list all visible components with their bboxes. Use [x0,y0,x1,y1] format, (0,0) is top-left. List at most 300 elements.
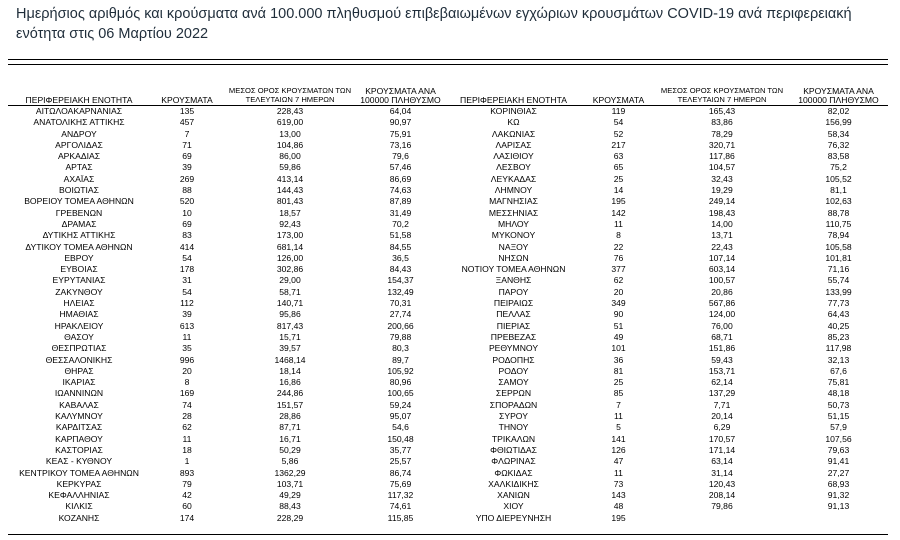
avg7-cell: 59,43 [711,354,733,365]
regional-unit-cell: ΦΛΩΡΙΝΑΣ [491,456,536,467]
avg7-cell: 151,86 [708,343,736,354]
avg7-cell: 62,14 [711,377,733,388]
regional-unit-cell: ΥΠΟ ΔΙΕΡΕΥΝΗΣΗ [475,512,552,523]
table-row [8,219,888,230]
avg7-cell: 104,86 [276,139,304,150]
cases-cell: 101 [611,343,626,354]
per100k-cell: 84,43 [389,264,412,275]
regional-unit-cell: ΑΙΤΩΛΟΑΚΑΡΝΑΝΙΑΣ [35,106,123,116]
cases-cell: 71 [182,139,192,150]
cases-cell: 217 [611,139,626,150]
per100k-cell: 80,96 [389,377,412,388]
per100k-cell: 105,52 [825,173,852,184]
cases-cell: 178 [179,264,195,275]
regional-unit-cell: ΚΑΒΑΛΑΣ [59,399,99,410]
regional-unit-cell: ΑΡΓΟΛΙΔΑΣ [55,139,103,150]
cases-cell: 10 [182,207,192,218]
per100k-cell: 27,27 [827,467,850,478]
cases-cell: 996 [179,354,195,365]
cases-cell: 60 [182,501,192,512]
per100k-cell: 79,63 [827,444,850,455]
divider-line [8,64,888,65]
per100k-cell: 83,58 [827,151,850,162]
avg7-cell: 302,86 [276,264,304,275]
cases-cell: 414 [179,241,195,252]
cases-cell: 35 [182,343,192,354]
avg7-cell: 173,00 [276,230,304,241]
regional-unit-cell: ΚΑΣΤΟΡΙΑΣ [55,444,103,455]
regional-unit-cell: ΠΑΡΟΥ [498,286,529,297]
avg7-cell: 228,29 [276,512,304,523]
cases-cell: 25 [613,173,624,184]
table-row [8,230,888,241]
regional-unit-cell: ΛΑΣΙΘΙΟΥ [493,151,534,162]
avg7-cell: 49,29 [279,490,301,501]
avg7-cell: 22,43 [711,241,733,252]
cases-cell: 7 [184,128,190,139]
per100k-cell: 64,04 [389,106,412,116]
regional-unit-cell: ΚΑΡΠΑΘΟΥ [55,433,103,444]
per100k-cell: 81,1 [830,185,847,196]
cases-cell: 63 [613,151,624,162]
per100k-cell: 117,32 [387,490,414,501]
avg7-cell: 249,14 [708,196,736,207]
cases-cell: 39 [182,162,192,173]
avg7-cell: 79,86 [711,501,733,512]
cases-cell: 8 [184,377,190,388]
avg7-cell: 14,00 [711,218,733,229]
table-row [8,264,888,275]
avg7-cell: 7,71 [713,399,731,410]
avg7-cell: 68,71 [711,331,733,342]
regional-unit-cell: ΘΗΡΑΣ [64,365,94,376]
regional-unit-cell: ΚΩ [507,117,520,128]
cases-cell: 54 [182,252,192,263]
regional-unit-cell: ΒΟΙΩΤΙΑΣ [59,185,99,196]
per100k-cell: 91,13 [827,501,850,512]
header-cases: ΚΡΟΥΣΜΑΤΑ [161,94,213,105]
table-header-row [8,77,888,106]
regional-unit-cell: ΚΟΖΑΝΗΣ [58,512,100,523]
cases-cell: 79 [182,478,192,489]
cases-cell: 76 [613,252,624,263]
avg7-cell: 228,43 [276,106,304,116]
header-cases: ΚΡΟΥΣΜΑΤΑ [592,94,645,105]
regional-unit-cell: ΦΩΚΙΔΑΣ [494,467,533,478]
avg7-cell: 603,14 [708,264,736,275]
regional-unit-cell: ΛΕΥΚΑΔΑΣ [490,173,537,184]
per100k-cell: 55,74 [827,275,850,286]
per100k-cell: 71,16 [827,264,850,275]
per100k-cell: 101,81 [825,252,852,263]
per100k-cell: 59,24 [389,399,412,410]
cases-cell: 69 [182,218,192,229]
avg7-cell: 244,86 [276,388,304,399]
cases-cell: 20 [182,365,192,376]
per100k-cell: 90,97 [389,117,412,128]
avg7-cell: 117,86 [709,151,735,162]
per100k-cell: 86,69 [389,173,412,184]
avg7-cell: 120,43 [708,478,736,489]
page-title: Ημερήσιος αριθμός και κρούσματα ανά 100.000 πληθυσμού επιβεβαιωμένων εγχώριων κρουσμάτων COVID-19 ανά περιφερειακή ενότητα στις 06 Μαρτίου 2022 [16,6,852,42]
regional-unit-cell: ΜΥΚΟΝΟΥ [491,230,536,241]
per100k-cell: 35,77 [389,444,412,455]
regional-unit-cell: ΣΑΜΟΥ [498,377,529,388]
cases-cell: 349 [611,298,626,309]
table-row [8,253,888,264]
cases-cell: 25 [613,377,624,388]
cases-cell: 51 [613,320,624,331]
regional-unit-cell: ΔΥΤΙΚΟΥ ΤΟΜΕΑ ΑΘΗΝΩΝ [25,241,133,252]
avg7-cell: 817,43 [276,320,304,331]
avg7-cell: 170,57 [708,433,736,444]
per100k-cell: 132,49 [387,286,414,297]
regional-unit-cell: ΜΗΛΟΥ [497,218,530,229]
regional-unit-cell: ΣΥΡΟΥ [499,411,528,422]
avg7-cell: 63,14 [711,456,733,467]
per100k-cell: 82,02 [827,106,850,116]
regional-unit-cell: ΝΑΞΟΥ [498,241,529,252]
per100k-cell: 73,16 [389,139,412,150]
per100k-cell: 156,99 [825,117,852,128]
avg7-cell: 50,29 [279,444,301,455]
avg7-cell [655,513,789,524]
per100k-cell: 110,75 [825,218,852,229]
avg7-cell: 137,29 [708,388,736,399]
avg7-cell: 103,71 [276,478,304,489]
cases-cell: 20 [613,286,624,297]
avg7-cell: 100,57 [708,275,736,286]
avg7-cell: 18,14 [279,365,301,376]
avg7-cell: 1468,14 [274,354,306,365]
regional-unit-cell: ΙΩΑΝΝΙΝΩΝ [54,388,104,399]
cases-cell: 52 [613,128,624,139]
table-row [8,174,888,185]
regional-unit-cell: ΗΡΑΚΛΕΙΟΥ [54,320,104,331]
cases-cell: 42 [182,490,192,501]
table-row [8,445,888,456]
regional-unit-cell: ΦΘΙΩΤΙΔΑΣ [490,444,537,455]
regional-unit-cell: ΚΑΡΔΙΤΣΑΣ [55,422,103,433]
cases-cell: 54 [613,117,624,128]
regional-unit-cell: ΠΕΛΛΑΣ [496,309,531,320]
per100k-cell: 75,81 [827,377,850,388]
cases-cell: 143 [611,490,626,501]
per100k-cell: 79,88 [389,331,412,342]
per100k-cell: 25,57 [389,456,412,467]
regional-unit-cell: ΠΡΕΒΕΖΑΣ [490,331,537,342]
table-row [8,468,888,479]
regional-unit-cell: ΜΕΣΣΗΝΙΑΣ [488,207,539,218]
table-row [8,151,888,162]
per100k-cell: 133,99 [825,286,852,297]
avg7-cell: 126,00 [276,252,304,263]
per100k-cell: 95,07 [389,411,412,422]
avg7-cell: 87,71 [279,422,301,433]
avg7-cell: 59,86 [279,162,301,173]
per100k-cell: 74,63 [389,185,412,196]
avg7-cell: 31,14 [711,467,733,478]
avg7-cell: 104,57 [708,162,736,173]
cases-cell: 126 [611,444,626,455]
avg7-cell: 619,00 [276,117,304,128]
per100k-cell: 32,13 [827,354,850,365]
cases-cell: 893 [179,467,195,478]
table-body [8,106,888,524]
per100k-cell: 75,2 [830,162,847,173]
avg7-cell: 1362,29 [274,467,306,478]
avg7-cell: 32,43 [711,173,733,184]
avg7-cell: 198,43 [708,207,736,218]
per100k-cell: 85,23 [827,331,850,342]
cases-cell: 457 [179,117,195,128]
regional-unit-cell: ΠΕΙΡΑΙΩΣ [493,298,534,309]
regional-unit-cell: ΔΡΑΜΑΣ [61,218,97,229]
avg7-cell: 39,57 [279,343,301,354]
regional-unit-cell: ΡΟΔΟΥ [498,365,529,376]
table-row [8,355,888,366]
table-row [8,242,888,253]
per100k-cell: 107,56 [825,433,852,444]
per100k-cell: 89,7 [392,354,409,365]
avg7-cell: 78,29 [711,128,733,139]
avg7-cell: 208,14 [708,490,736,501]
cases-cell: 65 [613,162,624,173]
avg7-cell: 13,71 [711,230,733,241]
table-row [8,434,888,445]
regional-unit-cell: ΝΗΣΩΝ [498,252,529,263]
regional-unit-cell: ΗΜΑΘΙΑΣ [59,309,99,320]
avg7-cell: 171,14 [708,444,736,455]
regional-unit-cell: ΔΥΤΙΚΗΣ ΑΤΤΙΚΗΣ [42,230,116,241]
regional-unit-cell: ΓΡΕΒΕΝΩΝ [55,207,103,218]
regional-unit-cell: ΕΒΡΟΥ [64,252,94,263]
table-row [8,422,888,433]
table-row [8,501,888,512]
avg7-cell: 16,86 [279,377,301,388]
header-regional-unit: ΠΕΡΙΦΕΡΕΙΑΚΗ ΕΝΟΤΗΤΑ [25,94,133,105]
regional-unit-cell: ΑΡΚΑΔΙΑΣ [57,151,101,162]
table-row [8,411,888,422]
regional-unit-cell: ΚΙΛΚΙΣ [65,501,93,512]
regional-unit-cell: ΛΕΣΒΟΥ [496,162,531,173]
cases-cell: 8 [616,230,621,241]
table-row [8,129,888,140]
cases-cell: 11 [614,411,623,422]
regional-unit-cell: ΑΝΔΡΟΥ [61,128,97,139]
cases-cell: 11 [614,218,623,229]
cases-cell: 7 [616,399,621,410]
cases-cell: 54 [182,286,192,297]
table-row [8,479,888,490]
regional-unit-cell: ΛΗΜΝΟΥ [494,185,533,196]
per100k-cell: 75,69 [389,478,412,489]
table-row [8,140,888,151]
regional-unit-cell: ΘΑΣΟΥ [64,331,94,342]
cases-cell: 195 [611,512,626,523]
cases-cell: 83 [182,230,192,241]
per100k-cell: 74,61 [389,501,412,512]
cases-cell: 69 [182,151,192,162]
per100k-cell: 75,91 [389,128,412,139]
cases-cell: 11 [182,331,192,342]
per100k-cell: 40,25 [827,320,850,331]
avg7-cell: 5,86 [281,456,299,467]
avg7-cell: 681,14 [276,241,304,252]
avg7-cell: 165,43 [708,106,736,116]
per100k-cell: 51,58 [389,230,412,241]
table-row [8,332,888,343]
regional-unit-cell: ΘΕΣΣΑΛΟΝΙΚΗΣ [45,354,113,365]
cases-cell: 81 [613,365,624,376]
cases-cell: 142 [611,207,626,218]
regional-unit-cell: ΙΚΑΡΙΑΣ [62,377,96,388]
avg7-cell: 92,43 [279,218,301,229]
cases-cell: 62 [613,275,624,286]
header-7day-average: ΜΕΣΟΣ ΟΡΟΣ ΚΡΟΥΣΜΑΤΩΝ ΤΩΝ ΤΕΛΕΥΤΑΙΩΝ 7 ΗΜΕΡΩΝ [660,86,784,104]
regional-unit-cell: ΑΝΑΤΟΛΙΚΗΣ ΑΤΤΙΚΗΣ [33,117,125,128]
table-row [8,298,888,309]
per100k-cell: 64,43 [827,309,850,320]
table-row [8,106,888,118]
cases-cell: 5 [616,422,621,433]
per100k-cell: 77,73 [827,298,850,309]
avg7-cell: 413,14 [276,173,304,184]
per100k-cell [789,513,888,524]
regional-unit-cell: ΣΠΟΡΑΔΩΝ [489,399,538,410]
avg7-cell: 801,43 [276,196,304,207]
per100k-cell: 54,6 [392,422,409,433]
regional-unit-cell: ΚΟΡΙΝΘΙΑΣ [490,106,537,116]
regional-unit-cell: ΚΕΦΑΛΛΗΝΙΑΣ [48,490,110,501]
avg7-cell: 20,86 [711,286,733,297]
cases-cell: 39 [182,309,192,320]
regional-unit-cell: ΡΟΔΟΠΗΣ [492,354,535,365]
per100k-cell: 78,94 [827,230,850,241]
table-row [8,162,888,173]
cases-cell: 28 [182,411,192,422]
per100k-cell: 91,32 [827,490,850,501]
header-7day-average: ΜΕΣΟΣ ΟΡΟΣ ΚΡΟΥΣΜΑΤΩΝ ΤΩΝ ΤΕΛΕΥΤΑΙΩΝ 7 ΗΜΕΡΩΝ [228,86,352,104]
regional-unit-cell: ΤΡΙΚΑΛΩΝ [491,433,536,444]
header-regional-unit: ΠΕΡΙΦΕΡΕΙΑΚΗ ΕΝΟΤΗΤΑ [460,94,567,105]
cases-cell: 48 [613,501,624,512]
avg7-cell: 320,71 [708,139,736,150]
cases-cell: 88 [182,185,192,196]
table-row [8,400,888,411]
per100k-cell: 58,34 [827,128,850,139]
avg7-cell: 28,86 [279,411,301,422]
regional-unit-cell: ΒΟΡΕΙΟΥ ΤΟΜΕΑ ΑΘΗΝΩΝ [24,196,134,207]
avg7-cell: 88,43 [279,501,301,512]
cases-cell: 36 [613,354,624,365]
per100k-cell: 88,78 [827,207,850,218]
cases-cell: 169 [179,388,195,399]
cases-cell: 377 [611,264,626,275]
regional-unit-cell: ΠΙΕΡΙΑΣ [496,320,531,331]
cases-cell: 1 [184,456,190,467]
per100k-cell: 79,6 [392,151,409,162]
avg7-cell: 20,14 [711,411,733,422]
cases-cell: 613 [179,320,195,331]
regional-unit-cell: ΚΕΝΤΡΙΚΟΥ ΤΟΜΕΑ ΑΘΗΝΩΝ [19,467,139,478]
per100k-cell: 200,66 [387,320,414,331]
regional-unit-cell: ΗΛΕΙΑΣ [63,298,95,309]
avg7-cell: 83,86 [711,117,733,128]
avg7-cell: 19,29 [711,185,733,196]
per100k-cell: 80,3 [392,343,409,354]
regional-unit-cell: ΛΑΚΩΝΙΑΣ [491,128,536,139]
regional-unit-cell: ΑΡΤΑΣ [65,162,93,173]
avg7-cell: 153,71 [708,365,736,376]
regional-unit-cell: ΕΥΒΟΙΑΣ [60,264,98,275]
table-row [8,388,888,399]
cases-cell: 11 [182,433,192,444]
regional-unit-cell: ΚΕΡΚΥΡΑΣ [56,478,102,489]
avg7-cell: 76,00 [711,320,733,331]
cases-cell: 85 [613,388,624,399]
per100k-cell: 115,85 [387,512,414,523]
cases-cell: 141 [611,433,626,444]
per100k-cell: 31,49 [389,207,412,218]
cases-cell: 195 [611,196,626,207]
regional-unit-cell: ΤΗΝΟΥ [498,422,529,433]
table-row [8,196,888,207]
per100k-cell: 76,32 [827,139,850,150]
per100k-cell: 50,73 [827,399,850,410]
per100k-cell: 105,58 [825,241,852,252]
per100k-cell: 48,18 [827,388,850,399]
cases-cell: 62 [182,422,192,433]
per100k-cell: 68,93 [827,478,850,489]
cases-cell: 119 [611,106,626,116]
cases-cell: 174 [179,512,195,523]
divider-line [8,534,888,535]
cases-cell: 11 [614,467,623,478]
covid-cases-table [8,77,888,524]
avg7-cell: 144,43 [276,185,304,196]
table-row [8,275,888,286]
regional-unit-cell: ΛΑΡΙΣΑΣ [495,139,532,150]
cases-cell: 14 [613,185,624,196]
per100k-cell: 51,15 [827,411,850,422]
per100k-cell: 117,98 [825,343,852,354]
table-row [8,490,888,501]
cases-cell: 74 [182,399,192,410]
cases-cell: 22 [613,241,624,252]
per100k-cell: 86,74 [389,467,412,478]
per100k-cell: 57,46 [389,162,412,173]
avg7-cell: 58,71 [279,286,301,297]
header-cases-per-100k: ΚΡΟΥΣΜΑΤΑ ΑΝΑ 100000 ΠΛΗΘΥΣΜΟ [360,86,441,105]
per100k-cell: 36,5 [392,252,409,263]
regional-unit-cell: ΘΕΣΠΡΩΤΙΑΣ [51,343,107,354]
table-row [8,309,888,320]
regional-unit-cell: ΚΕΑΣ - ΚΥΘΝΟΥ [45,456,113,467]
avg7-cell: 124,00 [708,309,736,320]
table-row [8,377,888,388]
avg7-cell: 29,00 [279,275,301,286]
per100k-cell: 91,41 [827,456,850,467]
cases-cell: 520 [179,196,195,207]
regional-unit-cell: ΖΑΚΥΝΘΟΥ [55,286,103,297]
avg7-cell: 18,57 [279,207,301,218]
per100k-cell: 150,48 [387,433,414,444]
cases-cell: 18 [182,444,192,455]
avg7-cell: 140,71 [276,298,304,309]
regional-unit-cell: ΧΙΟΥ [503,501,524,512]
per100k-cell: 154,37 [387,275,414,286]
